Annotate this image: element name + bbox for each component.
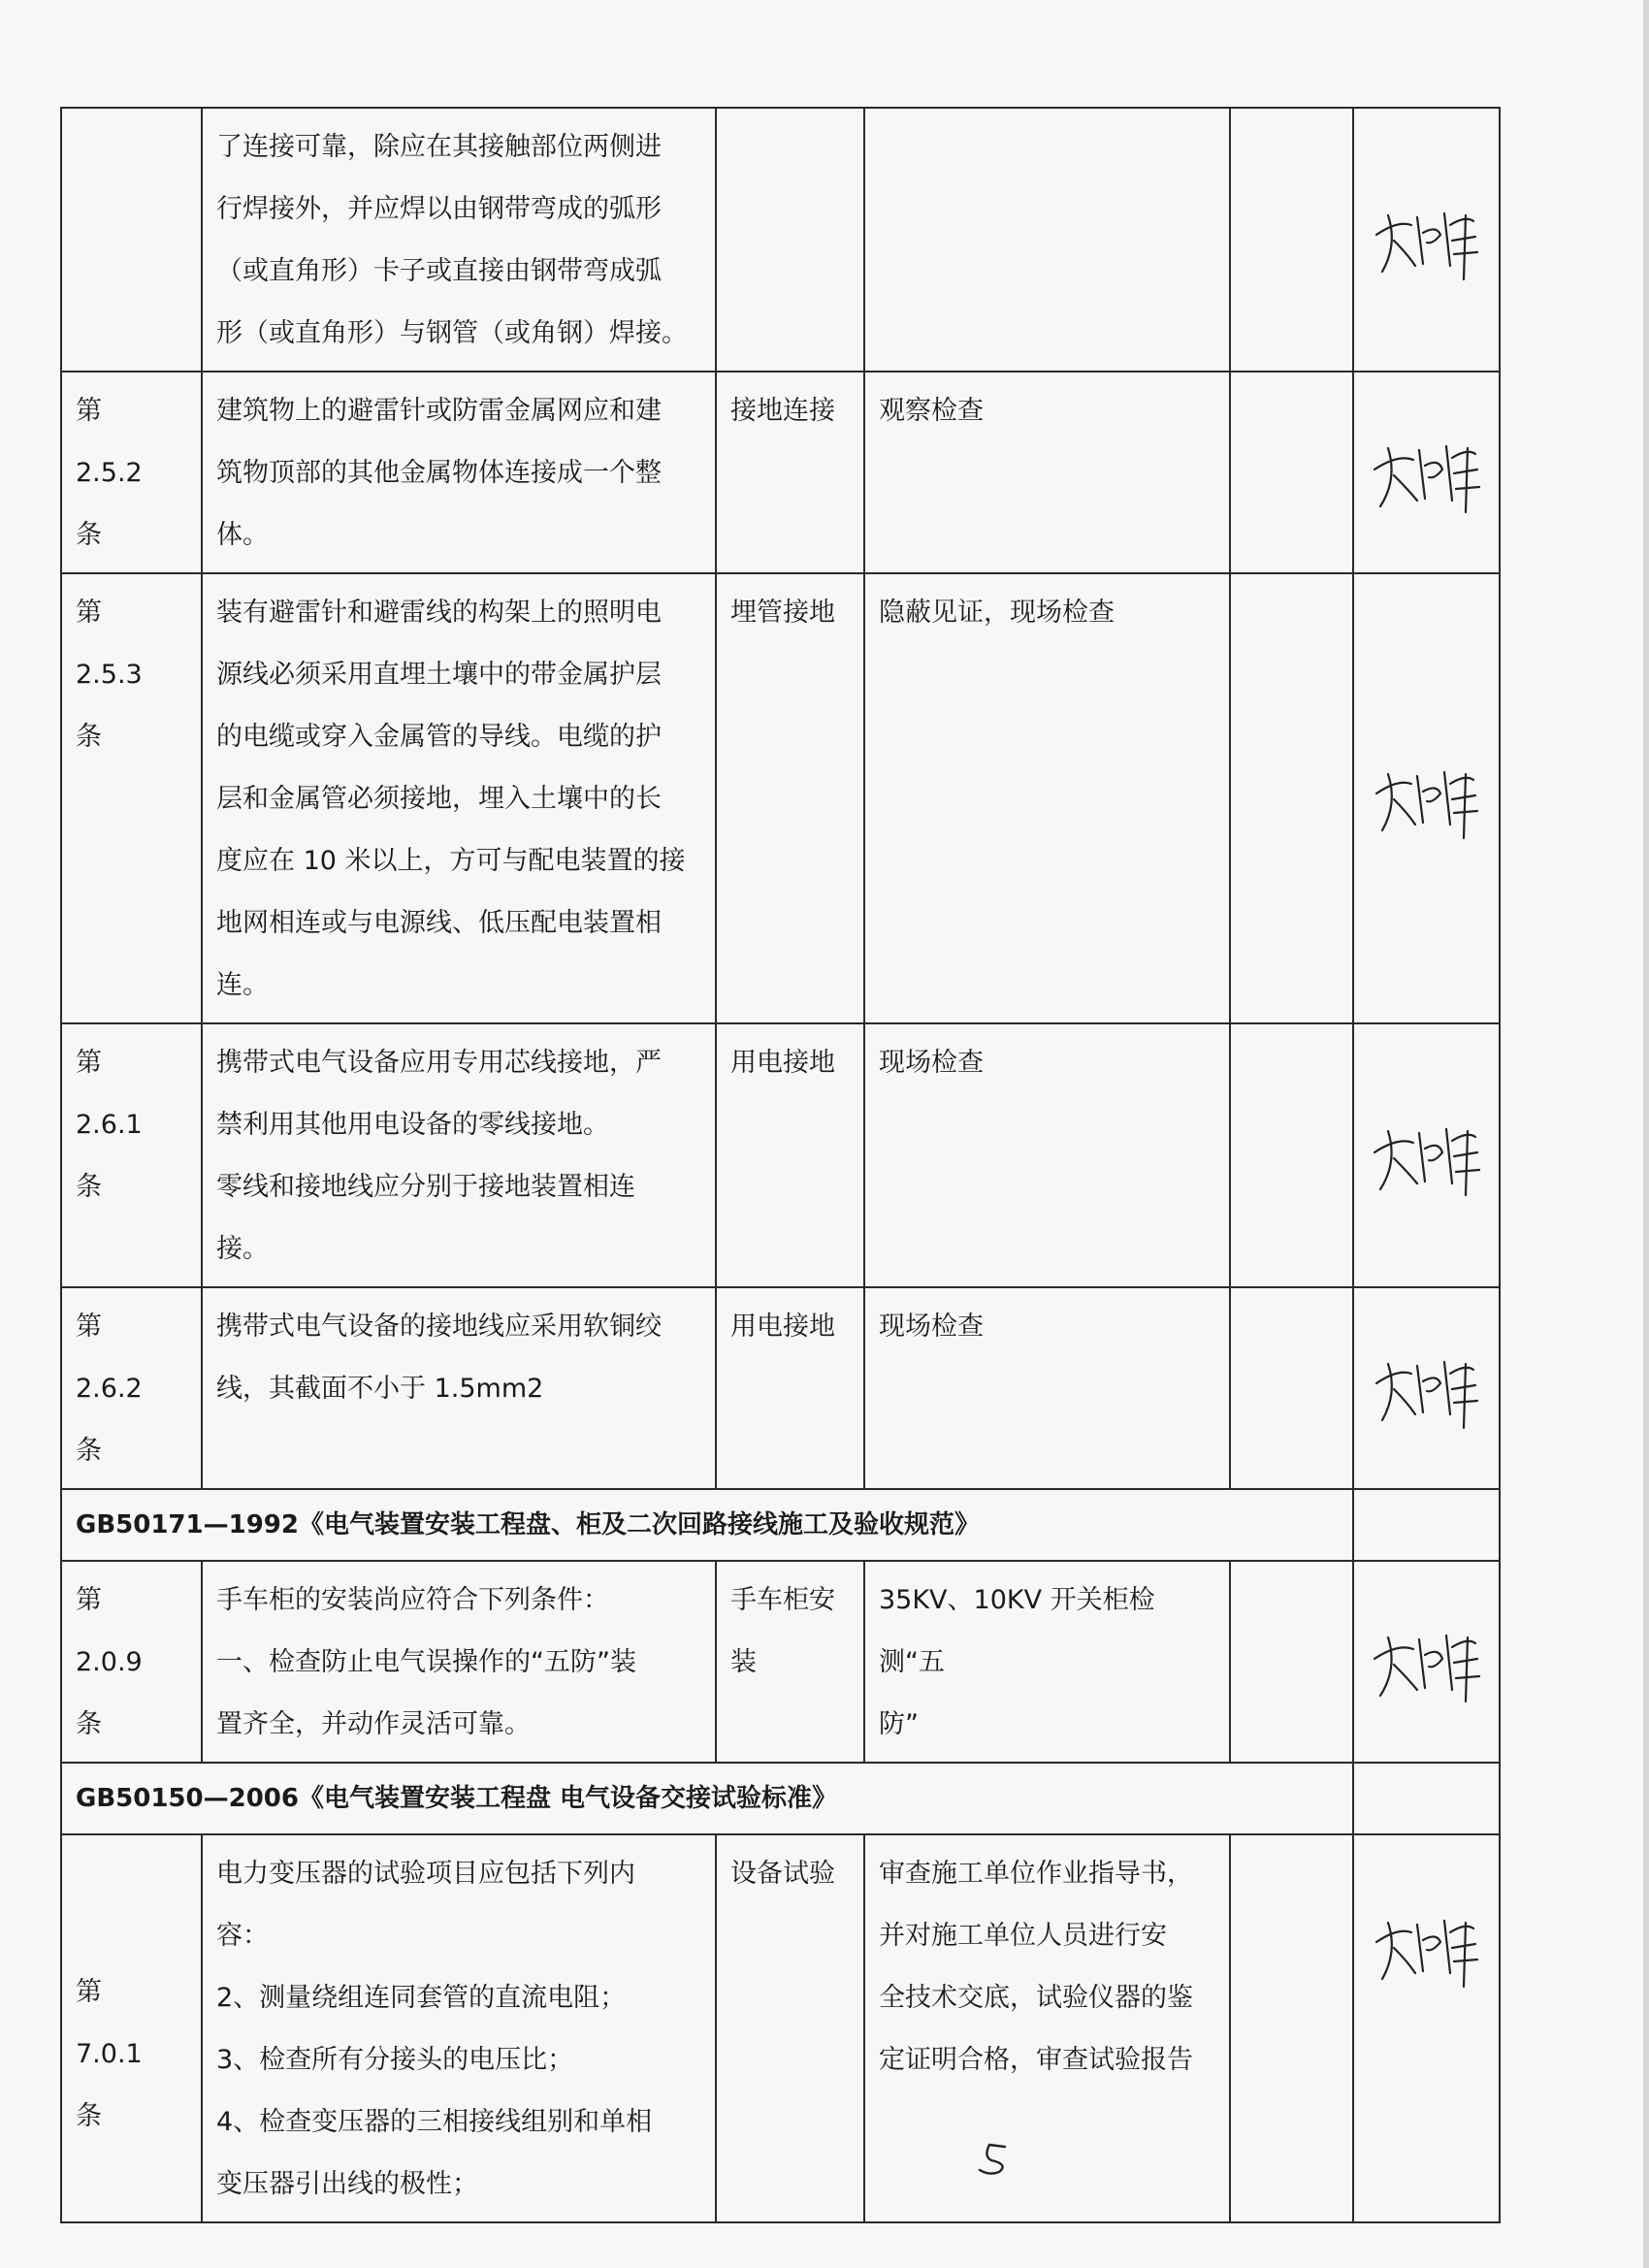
handwritten-signature — [1369, 429, 1485, 516]
clause-cell — [61, 108, 202, 372]
inspection-table — [60, 107, 1501, 2223]
content-cell: 携带式电气设备的接地线应采用软铜绞 线，其截面不小于 1.5mm2 — [202, 1287, 716, 1489]
signature-cell — [1353, 372, 1500, 573]
item-cell: 手车柜安 装 — [716, 1561, 864, 1763]
content-cell: 电力变压器的试验项目应包括下列内 容： 2、测量绕组连同套管的直流电阻； 3、检查所有分接头的电压比； 4、检查变压器的三相接线组别和单相 变压器引出线的极性； — [202, 1834, 716, 2222]
clause-cell: 第 2.0.9 条 — [61, 1561, 202, 1763]
signature-cell — [1353, 1023, 1500, 1287]
blank-cell — [1230, 1561, 1353, 1763]
method-cell: 现场检查 — [864, 1287, 1230, 1489]
table-row — [61, 573, 1500, 1023]
scan-edge — [1643, 0, 1649, 2268]
table-row — [61, 1287, 1500, 1489]
method-cell: 隐蔽见证，现场检查 — [864, 573, 1230, 1023]
signature-cell — [1353, 573, 1500, 1023]
clause-cell: 第 2.6.1 条 — [61, 1023, 202, 1287]
blank-cell — [1230, 573, 1353, 1023]
blank-cell — [1230, 372, 1353, 573]
handwritten-signature — [1369, 1903, 1485, 1991]
content-cell: 手车柜的安装尚应符合下列条件： 一、检查防止电气误操作的“五防”装 置齐全，并动作灵活可靠。 — [202, 1561, 716, 1763]
item-cell: 设备试验 — [716, 1834, 864, 2222]
table-row — [61, 372, 1500, 573]
content-cell: 携带式电气设备应用专用芯线接地，严 禁利用其他用电设备的零线接地。 零线和接地线应分别于接地装置相连 接。 — [202, 1023, 716, 1287]
item-cell — [716, 108, 864, 372]
method-cell: 35KV、10KV 开关柜检测“五 防” — [864, 1561, 1230, 1763]
section-header-row — [61, 1763, 1500, 1834]
method-cell: 审查施工单位作业指导书， 并对施工单位人员进行安 全技术交底，试验仪器的鉴 定证明合格，审查试验报告 — [864, 1834, 1230, 2222]
method-cell — [864, 108, 1230, 372]
handwritten-signature — [1369, 755, 1485, 842]
section-title: GB50171—1992《电气装置安装工程盘、柜及二次回路接线施工及验收规范》 — [61, 1489, 1353, 1561]
item-cell: 埋管接地 — [716, 573, 864, 1023]
content-cell: 装有避雷针和避雷线的构架上的照明电 源线必须采用直埋土壤中的带金属护层 的电缆或穿入金属管的导线。电缆的护 层和金属管必须接地，埋入土壤中的长 度应在 10 米以上，方可与配电装置的接 地网相连或与电源线、低压配电装置相 连。 — [202, 573, 716, 1023]
handwritten-signature — [1369, 196, 1485, 283]
clause-cell: 第 7.0.1 条 — [61, 1834, 202, 2222]
handwritten-signature — [1369, 1345, 1485, 1432]
content-cell: 建筑物上的避雷针或防雷金属网应和建 筑物顶部的其他金属物体连接成一个整 体。 — [202, 372, 716, 573]
method-cell: 现场检查 — [864, 1023, 1230, 1287]
table-row — [61, 1561, 1500, 1763]
method-cell: 观察检查 — [864, 372, 1230, 573]
table-row — [61, 108, 1500, 372]
table-row — [61, 1023, 1500, 1287]
blank-cell — [1230, 108, 1353, 372]
clause-cell: 第 2.5.2 条 — [61, 372, 202, 573]
signature-cell — [1353, 1287, 1500, 1489]
blank-cell — [1353, 1489, 1500, 1561]
section-header-row — [61, 1489, 1500, 1561]
table-row — [61, 1834, 1500, 2222]
blank-cell — [1230, 1834, 1353, 2222]
blank-cell — [1230, 1287, 1353, 1489]
signature-cell — [1353, 1561, 1500, 1763]
handwritten-signature — [1369, 1618, 1485, 1705]
section-title: GB50150—2006《电气装置安装工程盘 电气设备交接试验标准》 — [61, 1763, 1353, 1834]
item-cell: 用电接地 — [716, 1287, 864, 1489]
blank-cell — [1353, 1763, 1500, 1834]
handwritten-signature — [1369, 1112, 1485, 1199]
content-cell: 了连接可靠，除应在其接触部位两侧进 行焊接外，并应焊以由钢带弯成的弧形 （或直角形）卡子或直接由钢带弯成弧 形（或直角形）与钢管（或角钢）焊接。 — [202, 108, 716, 372]
signature-cell — [1353, 108, 1500, 372]
blank-cell — [1230, 1023, 1353, 1287]
signature-cell — [1353, 1834, 1500, 2222]
item-cell: 用电接地 — [716, 1023, 864, 1287]
clause-cell: 第 2.5.3 条 — [61, 573, 202, 1023]
inspection-table-sheet — [60, 107, 1499, 2223]
item-cell: 接地连接 — [716, 372, 864, 573]
clause-cell: 第 2.6.2 条 — [61, 1287, 202, 1489]
handwritten-page-number — [970, 2139, 1028, 2178]
